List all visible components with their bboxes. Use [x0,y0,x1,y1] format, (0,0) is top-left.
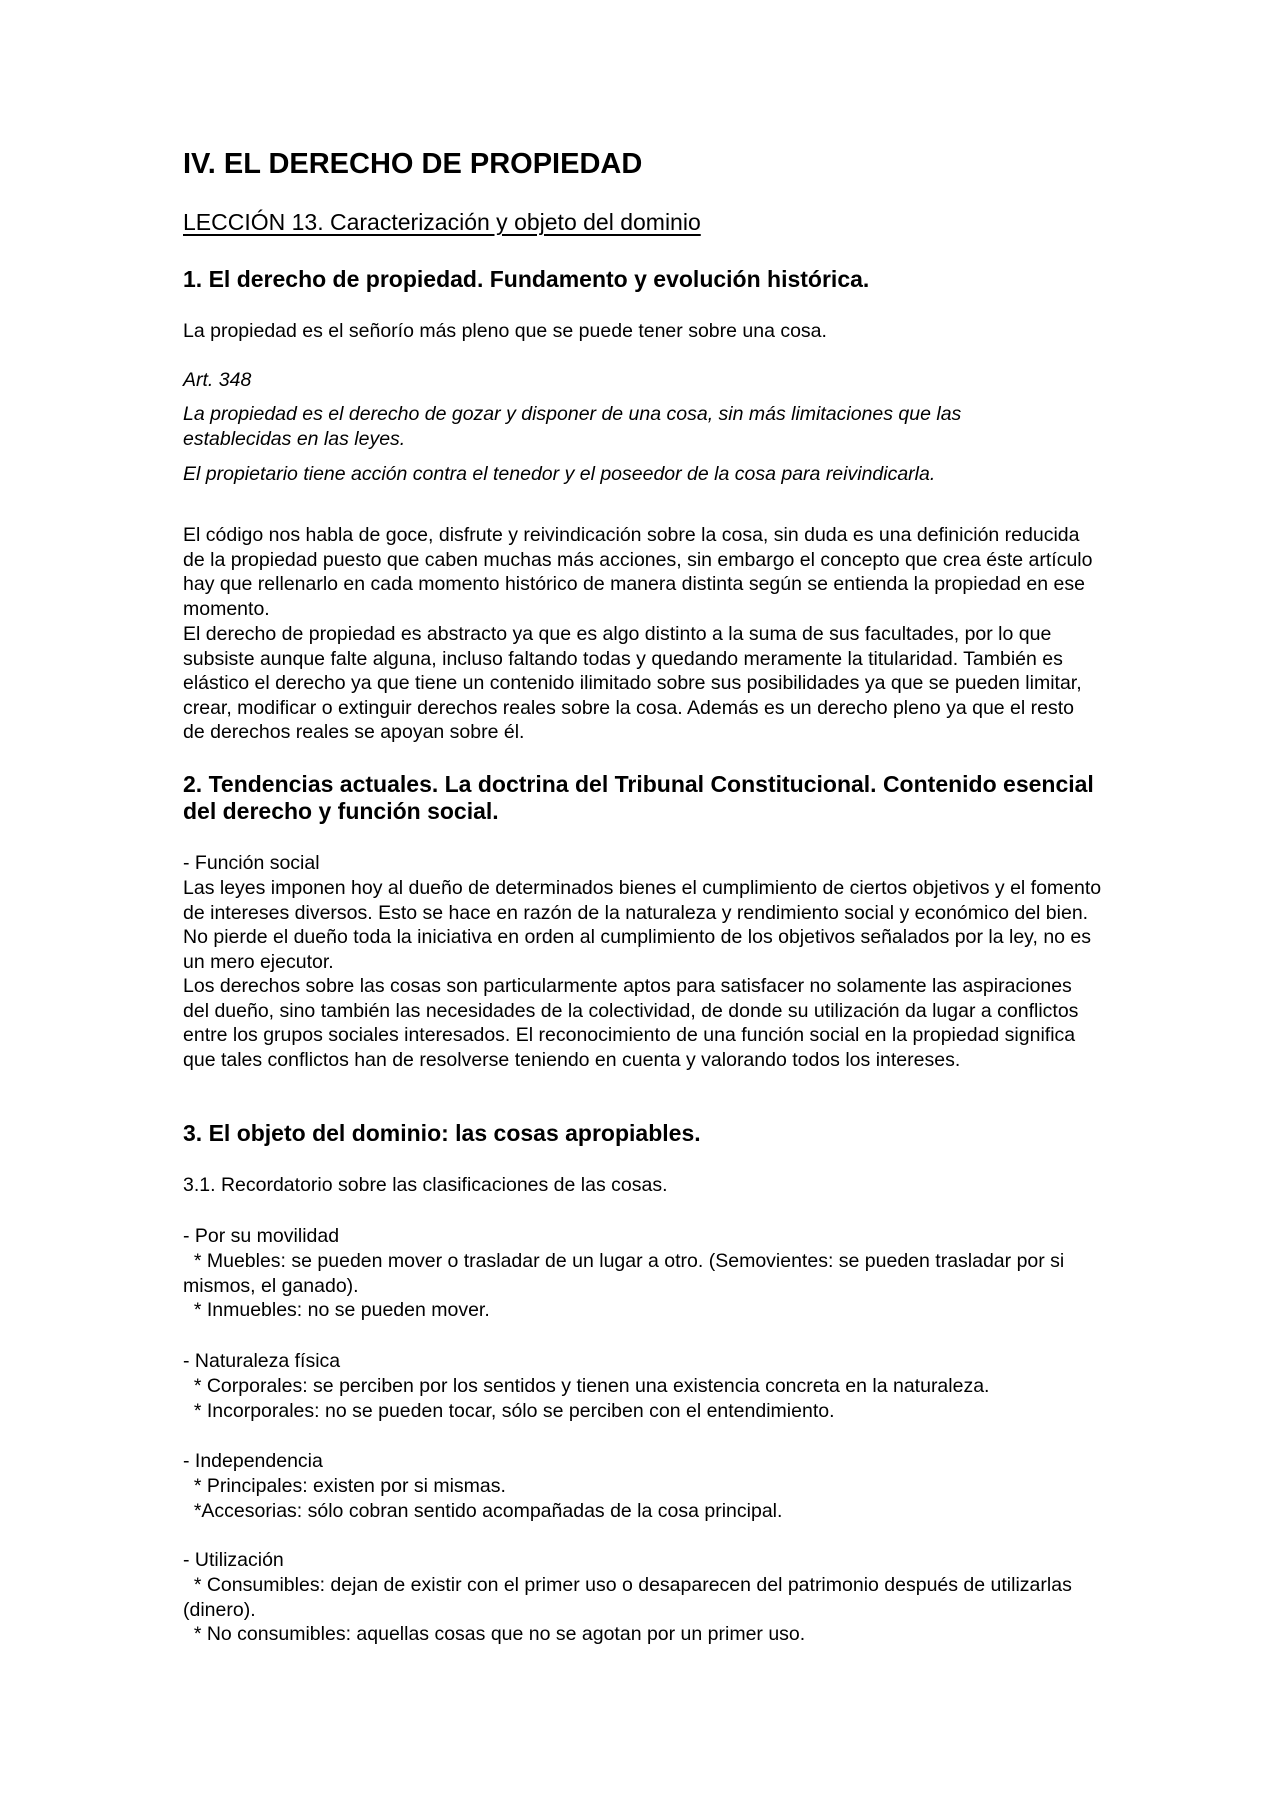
lesson-title: LECCIÓN 13. Caracterización y objeto del dominio [183,209,701,235]
classification-title-movilidad: - Por su movilidad [183,1225,340,1247]
section2-subheading: - Función social [183,852,320,874]
classification-title-independencia: - Independencia [183,1450,323,1472]
classification-item-consumibles: * Consumibles: dejan de existir con el primer uso o desaparecen del patrimonio después de utilizarlas (dinero). [183,1574,1078,1621]
classification-title-naturaleza: - Naturaleza física [183,1350,341,1372]
section1-body-paragraph-2: El derecho de propiedad es abstracto ya que es algo distinto a la suma de sus facultades, por lo que subsiste aunque falte alguna, incluso faltando todas y quedando meramente la titularidad. También es elástico el derecho ya que tiene un contenido ilimitado sobre sus posibilidades ya que se pueden limitar, crear, modificar o extinguir derechos reales sobre la cosa. Además es un derecho pleno ya que el resto de derechos reales se apoyan sobre él. [183,623,1082,743]
section2-body-paragraph-2: Los derechos sobre las cosas son particularmente aptos para satisfacer no solamente las aspiraciones del dueño, sino también las necesidades de la colectividad, de donde su utilización da lugar a conflictos entre los grupos sociales interesados. El reconocimiento de una función social en la propiedad significa que tales conflictos han de resolverse teniendo en cuenta y valorando todos los intereses. [183,975,1079,1071]
classification-item-muebles: * Muebles: se pueden mover o trasladar de un lugar a otro. (Semovientes: se pueden trasladar por si mismos, el ganado). [183,1250,1070,1297]
section3-heading: 3. El objeto del dominio: las cosas apropiables. [183,1120,701,1146]
article-paragraph-2: El propietario tiene acción contra el tenedor y el poseedor de la cosa para reivindicarla. [183,463,936,485]
classification-title-utilizacion: - Utilización [183,1549,284,1571]
section3-subheading: 3.1. Recordatorio sobre las clasificaciones de las cosas. [183,1174,668,1196]
section2-heading: 2. Tendencias actuales. La doctrina del Tribunal Constitucional. Contenido esencial del derecho y función social. [183,771,1094,824]
section1-heading: 1. El derecho de propiedad. Fundamento y evolución histórica. [183,266,870,292]
classification-item-principales: * Principales: existen por si mismas. [183,1475,506,1497]
article-label: Art. 348 [183,369,252,391]
article-paragraph-1: La propiedad es el derecho de gozar y disponer de una cosa, sin más limitaciones que las establecidas en las leyes. [183,403,962,450]
section2-body-paragraph-1: Las leyes imponen hoy al dueño de determinados bienes el cumplimiento de ciertos objetivos y el fomento de intereses diversos. Esto se hace en razón de la naturaleza y rendimiento social y económico del bien. No pierde el dueño toda la iniciativa en orden al cumplimiento de los objetivos señalados por la ley, no es un mero ejecutor. [183,877,1102,973]
document-title: IV. EL DERECHO DE PROPIEDAD [183,148,643,180]
section1-intro: La propiedad es el señorío más pleno que se puede tener sobre una cosa. [183,320,827,342]
classification-item-accesorias: *Accesorias: sólo cobran sentido acompañadas de la cosa principal. [183,1500,783,1522]
section1-body-paragraph-1: El código nos habla de goce, disfrute y reivindicación sobre la cosa, sin duda es una definición reducida de la propiedad puesto que caben muchas más acciones, sin embargo el concepto que crea éste artículo hay que rellenarlo en cada momento histórico de manera distinta según se entienda la propiedad en ese momento. [183,524,1093,620]
classification-item-no-consumibles: * No consumibles: aquellas cosas que no se agotan por un primer uso. [183,1623,806,1645]
classification-item-incorporales: * Incorporales: no se pueden tocar, sólo se perciben con el entendimiento. [183,1400,835,1422]
classification-item-corporales: * Corporales: se perciben por los sentidos y tienen una existencia concreta en la naturaleza. [183,1375,990,1397]
classification-item-inmuebles: * Inmuebles: no se pueden mover. [183,1299,490,1321]
